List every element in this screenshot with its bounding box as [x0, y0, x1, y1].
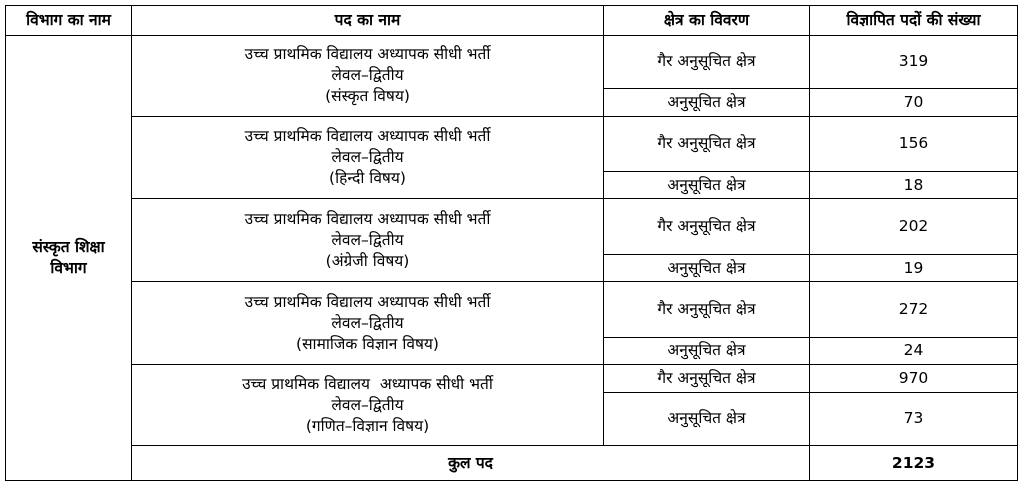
post-name-cell	[132, 35, 604, 116]
post-name-line2: लेवल–द्वितीय	[331, 230, 404, 249]
total-label: कुल पद	[132, 446, 810, 481]
post-name-line2: लेवल–द्वितीय	[331, 395, 404, 414]
post-name-cell	[132, 116, 604, 199]
post-name-line2: लेवल–द्वितीय	[331, 148, 404, 167]
post-name-line1: उच्च प्राथमिक विद्यालय अध्यापक सीधी भर्ती	[244, 45, 491, 64]
post-name-line1: उच्च प्राथमिक विद्यालय अध्यापक सीधी भर्ती	[244, 292, 491, 311]
department-name-line2: विभाग	[50, 258, 87, 277]
area-cell: गैर अनुसूचित क्षेत्र	[604, 35, 810, 88]
count-cell: 319	[810, 35, 1018, 88]
count-cell: 18	[810, 171, 1018, 199]
count-cell: 19	[810, 254, 1018, 282]
count-cell: 202	[810, 199, 1018, 254]
post-name-cell	[132, 199, 604, 282]
count-cell: 73	[810, 392, 1018, 445]
header-count: विज्ञापित पदों की संख्या	[810, 6, 1018, 36]
post-name-line3: (गणित–विज्ञान विषय)	[305, 416, 430, 435]
table-row	[6, 365, 1018, 393]
count-cell: 970	[810, 365, 1018, 393]
header-department: विभाग का नाम	[6, 6, 132, 36]
total-count: 2123	[810, 446, 1018, 481]
area-cell: अनुसूचित क्षेत्र	[604, 392, 810, 445]
post-name-cell	[132, 282, 604, 365]
area-cell: अनुसूचित क्षेत्र	[604, 337, 810, 365]
area-cell: गैर अनुसूचित क्षेत्र	[604, 116, 810, 171]
post-name-line1: उच्च प्राथमिक विद्यालय अध्यापक सीधी भर्ती	[244, 209, 491, 228]
count-cell: 70	[810, 88, 1018, 116]
count-cell: 156	[810, 116, 1018, 171]
area-cell: अनुसूचित क्षेत्र	[604, 171, 810, 199]
header-area: क्षेत्र का विवरण	[604, 6, 810, 36]
department-name-line1: संस्कृत शिक्षा	[32, 237, 105, 256]
area-cell: गैर अनुसूचित क्षेत्र	[604, 282, 810, 337]
post-name-line3: (सामाजिक विज्ञान विषय)	[296, 334, 439, 353]
area-cell: अनुसूचित क्षेत्र	[604, 88, 810, 116]
count-cell: 24	[810, 337, 1018, 365]
post-name-line2: लेवल–द्वितीय	[331, 313, 404, 332]
department-cell	[6, 35, 132, 480]
area-cell: अनुसूचित क्षेत्र	[604, 254, 810, 282]
header-row	[6, 6, 1018, 36]
area-cell: गैर अनुसूचित क्षेत्र	[604, 199, 810, 254]
table-row	[6, 282, 1018, 337]
post-name-line3: (संस्कृत विषय)	[325, 87, 410, 106]
post-name-line3: (हिन्दी विषय)	[329, 168, 406, 187]
post-name-line3: (अंग्रेजी विषय)	[325, 251, 410, 270]
vacancy-table	[5, 5, 1018, 481]
area-cell: गैर अनुसूचित क्षेत्र	[604, 365, 810, 393]
table-row	[6, 116, 1018, 171]
count-cell: 272	[810, 282, 1018, 337]
table-row	[6, 199, 1018, 254]
post-name-cell	[132, 365, 604, 446]
header-post-name: पद का नाम	[132, 6, 604, 36]
table-row	[6, 35, 1018, 88]
total-row	[6, 446, 1018, 481]
post-name-line1: उच्च प्राथमिक विद्यालय अध्यापक सीधी भर्ती	[244, 127, 491, 146]
post-name-line1: उच्च प्राथमिक विद्यालय अध्यापक सीधी भर्ती	[242, 374, 493, 393]
post-name-line2: लेवल–द्वितीय	[331, 66, 404, 85]
